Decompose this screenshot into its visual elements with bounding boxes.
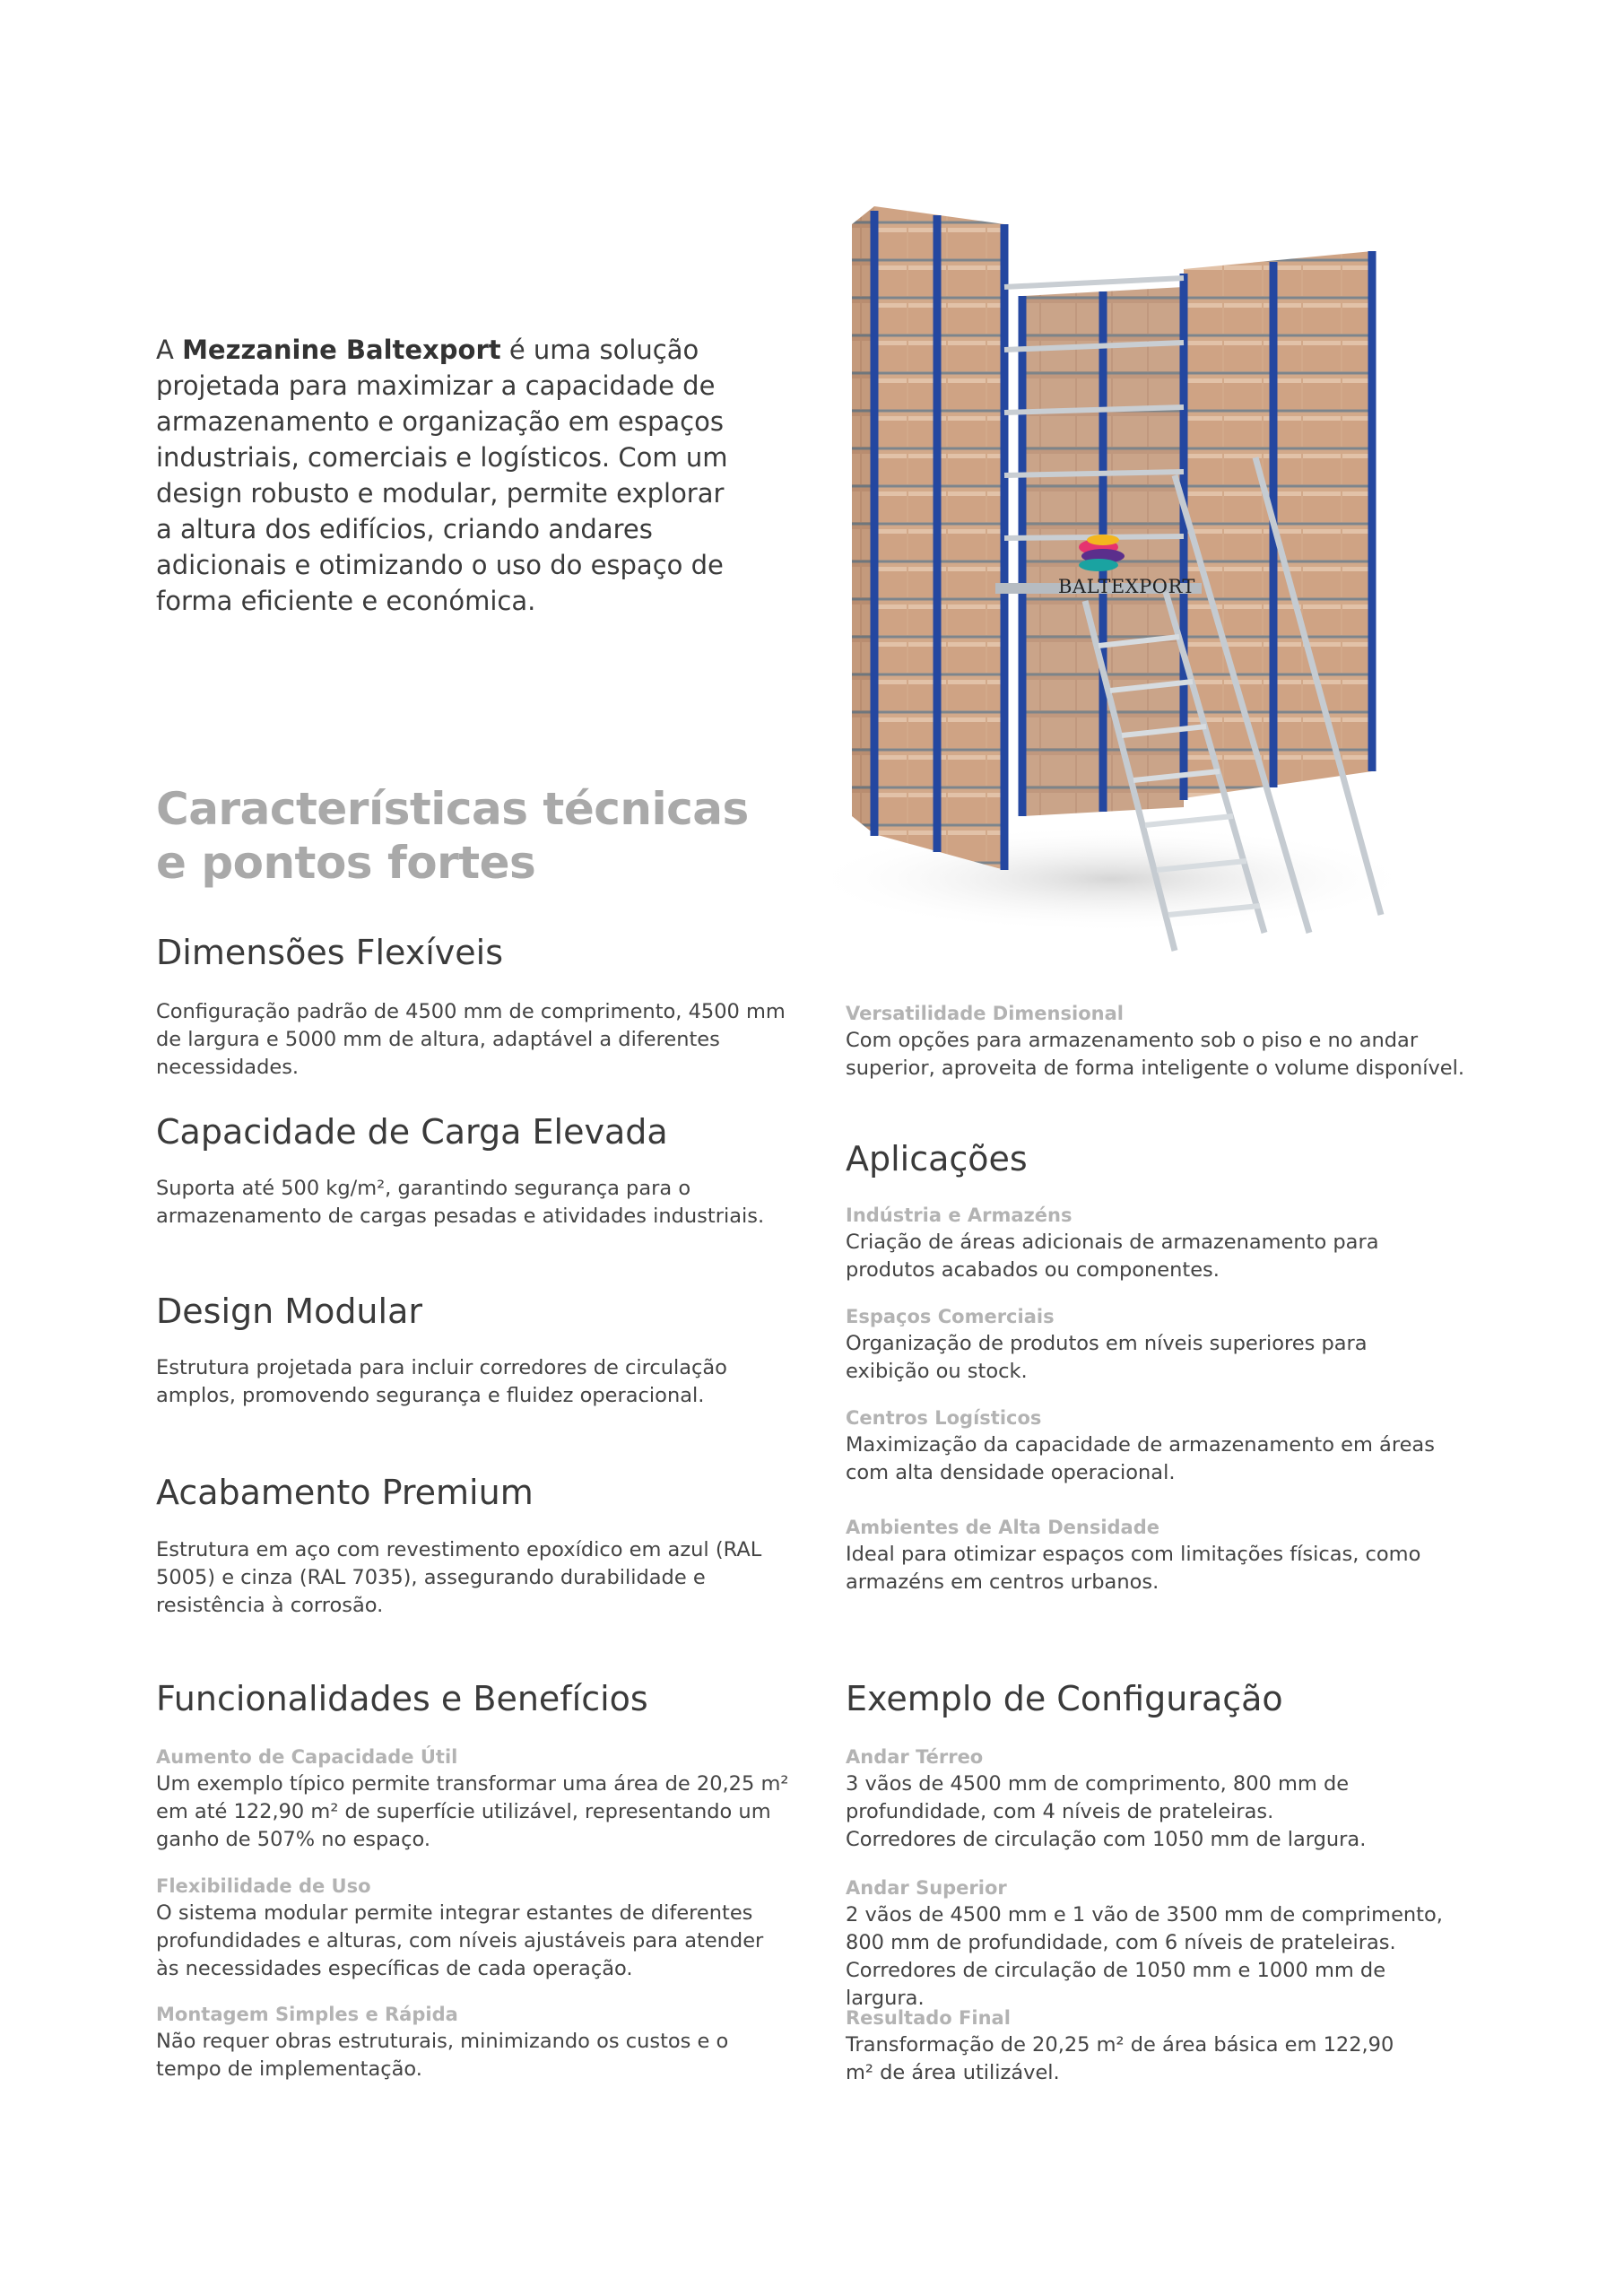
example-label: Andar Superior (846, 1877, 1007, 1899)
application-label: Espaços Comerciais (846, 1306, 1055, 1327)
benefit-label: Montagem Simples e Rápida (156, 2004, 458, 2025)
benefit-text: Não requer obras estruturais, minimizando os custos e o tempo de implementação. (156, 2030, 729, 2081)
example-line: Corredores de circulação de 1050 mm e 1000 mm de largura. (846, 1959, 1386, 2010)
example-item (846, 2005, 1420, 2087)
intro-brand: Mezzanine Baltexport (182, 335, 501, 365)
example-line: 3 vãos de 4500 mm de comprimento, 800 mm de profundidade, com 4 níveis de prateleiras. (846, 1772, 1350, 1823)
section-title-line2: e pontos fortes (156, 837, 536, 889)
benefit-item (156, 2001, 766, 2083)
application-label: Ambientes de Alta Densidade (846, 1517, 1160, 1538)
application-item (846, 1514, 1491, 1596)
benefit-text: Um exemplo típico permite transformar uma área de 20,25 m² em até 122,90 m² de superfície utilizável, representando um ganho de 507% no espaço. (156, 1772, 789, 1851)
application-item (846, 1303, 1437, 1386)
feature-text: Estrutura projetada para incluir corredores de circulação amplos, promovendo segurança e fluidez operacional. (156, 1356, 727, 1407)
feature-title: Acabamento Premium (156, 1473, 534, 1512)
application-text: Ideal para otimizar espaços com limitações físicas, como armazéns em centros urbanos. (846, 1543, 1421, 1594)
feature-text: Estrutura em aço com revestimento epoxídico em azul (RAL 5005) e cinza (RAL 7035), assegurando durabilidade e resistência à corrosão. (156, 1538, 762, 1617)
application-label: Indústria e Armazéns (846, 1205, 1073, 1226)
example-label: Andar Térreo (846, 1746, 984, 1768)
example-line: Transformação de 20,25 m² de área básica em 122,90 m² de área utilizável. (846, 2033, 1394, 2084)
application-label: Centros Logísticos (846, 1407, 1042, 1429)
benefit-item (156, 1744, 793, 1854)
application-text: Maximização da capacidade de armazenamento em áreas com alta densidade operacional. (846, 1433, 1435, 1484)
intro-paragraph (156, 332, 748, 619)
example-item (846, 1874, 1464, 2013)
feature-title: Capacidade de Carga Elevada (156, 1112, 668, 1152)
versatility-text: Com opções para armazenamento sob o piso e no andar superior, aproveita de forma inteligente o volume disponível. (846, 1029, 1465, 1080)
benefit-item (156, 1873, 784, 1983)
logo-wordmark: BALTEXPORT (1058, 576, 1195, 597)
example-line: 2 vãos de 4500 mm e 1 vão de 3500 mm de comprimento, 800 mm de profundidade, com 6 níveis de prateleiras. (846, 1903, 1443, 1954)
application-text: Criação de áreas adicionais de armazenamento para produtos acabados ou componentes. (846, 1231, 1379, 1282)
application-item (846, 1405, 1464, 1487)
applications-title: Aplicações (846, 1139, 1028, 1178)
example-item (846, 1744, 1491, 1854)
section-title (156, 782, 784, 890)
intro-text: é uma solução projetada para maximizar a capacidade de armazenamento e organização em espaços industriais, comerciais e logísticos. Com um design robusto e modular, permite explorar a altura dos edifícios, criando andares adicionais e otimizando o uso do espaço de forma eficiente e económica. (156, 335, 728, 616)
feature-title: Dimensões Flexíveis (156, 933, 503, 972)
mezzanine-image (789, 188, 1435, 969)
application-text: Organização de produtos em níveis superiores para exibição ou stock. (846, 1332, 1368, 1383)
application-item (846, 1202, 1464, 1284)
benefit-text: O sistema modular permite integrar estantes de diferentes profundidades e alturas, com níveis ajustáveis para atender às necessidades específicas de cada operação. (156, 1901, 764, 1980)
benefit-label: Flexibilidade de Uso (156, 1875, 371, 1897)
feature-title: Design Modular (156, 1292, 422, 1331)
benefits-title: Funcionalidades e Benefícios (156, 1679, 648, 1718)
example-line: Corredores de circulação com 1050 mm de largura. (846, 1828, 1367, 1851)
example-label: Resultado Final (846, 2007, 1011, 2029)
benefit-label: Aumento de Capacidade Útil (156, 1746, 458, 1768)
example-title: Exemplo de Configuração (846, 1679, 1283, 1718)
feature-text: Configuração padrão de 4500 mm de comprimento, 4500 mm de largura e 5000 mm de altura, adaptável a diferentes necessidades. (156, 1000, 786, 1079)
intro-prefix: A (156, 335, 183, 365)
section-title-line1: Características técnicas (156, 783, 749, 835)
versatility-block (846, 1000, 1491, 1083)
versatility-label: Versatilidade Dimensional (846, 1003, 1124, 1024)
feature-text: Suporta até 500 kg/m², garantindo segurança para o armazenamento de cargas pesadas e atividades industriais. (156, 1177, 765, 1228)
